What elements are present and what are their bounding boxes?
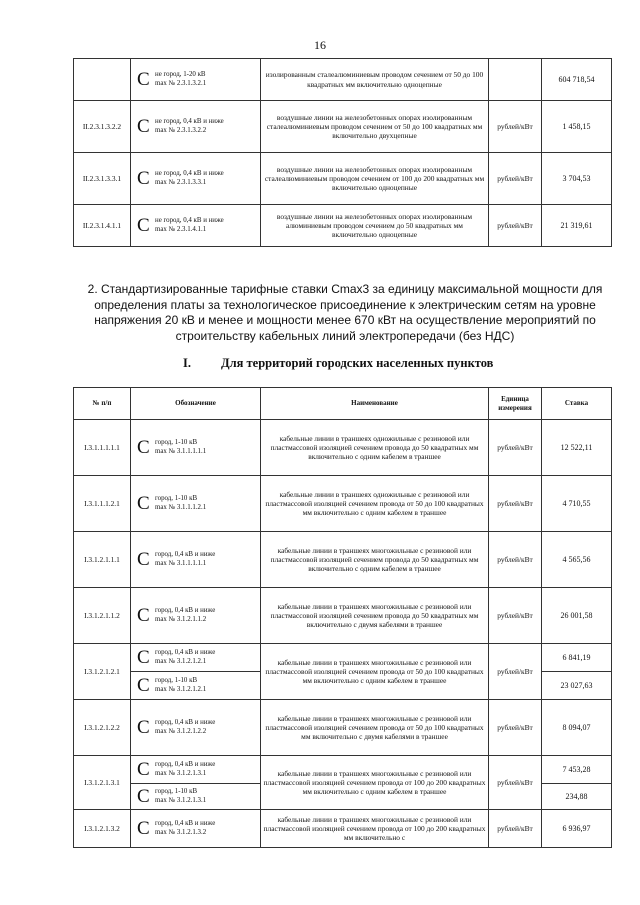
row-name: кабельные линии в траншеях многожильные с резиновой или пластмассовой изоляцией сечением провода до 50 квадратных мм включительно с двумя кабелями в траншее: [261, 588, 489, 644]
row-name: воздушные линии на железобетонных опорах изолированным сталеалюминиевым проводом сечением от 50 до 100 квадратных мм включительно двухцепные: [261, 101, 489, 153]
row-name: кабельные линии в траншеях одножильные с резиновой или пластмассовой изоляцией сечением провода до 50 квадратных мм включительно с одним кабелем в траншее: [261, 420, 489, 476]
table-row: [74, 532, 612, 588]
row-rate: 8 094,07: [542, 700, 612, 756]
row-name: кабельные линии в траншеях многожильные с резиновой или пластмассовой изоляцией сечением провода до 50 квадратных мм включительно с одним кабелем в траншее: [261, 532, 489, 588]
row-number: I.3.1.2.1.2.1: [74, 644, 131, 700]
row-name: кабельные линии в траншеях одножильные с резиновой или пластмассовой изоляцией сечением провода от 50 до 100 квадратных мм включительно с одним кабелем в траншее: [261, 476, 489, 532]
header-name: Наименование: [261, 388, 489, 420]
header-rate: Ставка: [542, 388, 612, 420]
designation: [133, 216, 258, 235]
table-row: [74, 420, 612, 476]
row-unit: рублей/кВт: [489, 420, 542, 476]
designation-text: город, 0,4 кВ и ниже max № 3.1.2.1.1.2: [155, 607, 216, 623]
section-number: I.: [183, 356, 191, 370]
designation: [133, 787, 258, 806]
table-row: [74, 205, 612, 247]
table-row: [74, 756, 612, 784]
row-unit: рублей/кВт: [489, 810, 542, 848]
designation-text: город, 0,4 кВ и ниже max № 3.1.2.1.3.2: [155, 820, 216, 836]
row-rate: 4 565,56: [542, 532, 612, 588]
designation-text: город, 1-10 кВ max № 3.1.1.1.2.1: [155, 495, 207, 511]
designation-cell: [131, 532, 261, 588]
designation-text: город, 0,4 кВ и ниже max № 3.1.2.1.2.2: [155, 719, 216, 735]
row-number: I.3.1.2.1.3.2: [74, 810, 131, 848]
row-name: кабельные линии в траншеях многожильные с резиновой или пластмассовой изоляцией сечением провода от 50 до 100 квадратных мм включительно с одним кабелем в траншее: [261, 644, 489, 700]
designation-text: не город, 0,4 кВ и ниже max № 2.3.1.4.1.1: [155, 217, 224, 233]
table-row: [74, 810, 612, 848]
table-header-row: [74, 388, 612, 420]
row-unit: рублей/кВт: [489, 153, 542, 205]
designation: [133, 70, 258, 89]
row-number: I.3.1.2.1.1.2: [74, 588, 131, 644]
designation-text: город, 0,4 кВ и ниже max № 3.1.2.1.2.1: [155, 649, 216, 665]
row-number: II.2.3.1.4.1.1: [74, 205, 131, 247]
row-unit: рублей/кВт: [489, 476, 542, 532]
row-name: кабельные линии в траншеях многожильные с резиновой или пластмассовой изоляцией сечением провода от 50 до 100 квадратных мм включительно с двумя кабелями в траншее: [261, 700, 489, 756]
designation-cell: [131, 644, 261, 672]
table-row: [74, 153, 612, 205]
row-unit: рублей/кВт: [489, 756, 542, 810]
designation: [133, 648, 258, 667]
row-rate: 3 704,53: [542, 153, 612, 205]
c-max-symbol: C: [137, 493, 150, 514]
row-unit: рублей/кВт: [489, 532, 542, 588]
c-max-symbol: C: [137, 647, 150, 668]
row-number: I.3.1.1.1.2.1: [74, 476, 131, 532]
designation: [133, 169, 258, 188]
designation-cell: [131, 588, 261, 644]
designation-cell: [131, 784, 261, 810]
row-number: I.3.1.2.1.1.1: [74, 532, 131, 588]
table-row: [74, 476, 612, 532]
c-max-symbol: C: [137, 605, 150, 626]
c-max-symbol: C: [137, 818, 150, 839]
row-unit: рублей/кВт: [489, 644, 542, 700]
row-unit: [489, 59, 542, 101]
row-number: II.2.3.1.3.2.2: [74, 101, 131, 153]
tariff-table-continued: [73, 58, 612, 247]
designation-cell: [131, 810, 261, 848]
row-name: воздушные линии на железобетонных опорах изолированным сталеалюминиевым проводом сечением от 100 до 200 квадратных мм включительно одноцепные: [261, 153, 489, 205]
designation: [133, 819, 258, 838]
designation-text: не город, 0,4 кВ и ниже max № 2.3.1.3.3.1: [155, 170, 224, 186]
row-number: II.2.3.1.3.3.1: [74, 153, 131, 205]
designation-text: город, 1-10 кВ max № 3.1.2.1.3.1: [155, 788, 207, 804]
row-rate: 234,88: [542, 784, 612, 810]
row-unit: рублей/кВт: [489, 700, 542, 756]
row-rate: 26 001,58: [542, 588, 612, 644]
c-max-symbol: C: [137, 168, 150, 189]
row-rate: 21 319,61: [542, 205, 612, 247]
designation: [133, 550, 258, 569]
section-title: Для территорий городских населенных пунктов: [221, 356, 494, 370]
designation-cell: [131, 101, 261, 153]
c-max-symbol: C: [137, 786, 150, 807]
table-row: [74, 588, 612, 644]
row-rate: 7 453,28: [542, 756, 612, 784]
table-row: [74, 59, 612, 101]
designation: [133, 718, 258, 737]
row-name: кабельные линии в траншеях многожильные с резиновой или пластмассовой изоляцией сечением провода от 100 до 200 квадратных мм включительно с: [261, 810, 489, 848]
c-max-symbol: C: [137, 437, 150, 458]
row-number: I.3.1.2.1.2.2: [74, 700, 131, 756]
designation: [133, 494, 258, 513]
row-rate: 6 841,19: [542, 644, 612, 672]
row-unit: рублей/кВт: [489, 205, 542, 247]
designation-cell: [131, 476, 261, 532]
designation-text: город, 0,4 кВ и ниже max № 3.1.1.1.1.1: [155, 551, 216, 567]
row-rate: 12 522,11: [542, 420, 612, 476]
row-number: I.3.1.2.1.3.1: [74, 756, 131, 810]
designation: [133, 117, 258, 136]
table-row: [74, 700, 612, 756]
designation-text: не город, 0,4 кВ и ниже max № 2.3.1.3.2.2: [155, 118, 224, 134]
c-max-symbol: C: [137, 675, 150, 696]
row-name: воздушные линии на железобетонных опорах изолированным алюминиевым проводом сечением до 50 квадратных мм включительно одноцепные: [261, 205, 489, 247]
row-rate: 4 710,55: [542, 476, 612, 532]
row-name: изолированным сталеалюминиевым проводом сечением от 50 до 100 квадратных мм включительно одноцепные: [261, 59, 489, 101]
designation-cell: [131, 59, 261, 101]
c-max-symbol: C: [137, 215, 150, 236]
c-max-symbol: C: [137, 759, 150, 780]
c-max-symbol: C: [137, 69, 150, 90]
designation-text: город, 0,4 кВ и ниже max № 3.1.2.1.3.1: [155, 761, 216, 777]
c-max-symbol: C: [137, 116, 150, 137]
designation: [133, 760, 258, 779]
designation-cell: [131, 672, 261, 700]
row-number: I.3.1.1.1.1.1: [74, 420, 131, 476]
designation-cell: [131, 756, 261, 784]
table-row: [74, 644, 612, 672]
designation: [133, 606, 258, 625]
row-unit: рублей/кВт: [489, 101, 542, 153]
designation-text: город, 1-10 кВ max № 3.1.2.1.2.1: [155, 677, 207, 693]
row-rate: 604 718,54: [542, 59, 612, 101]
header-designation: Обозначение: [131, 388, 261, 420]
designation-text: город, 1-10 кВ max № 3.1.1.1.1.1: [155, 439, 207, 455]
row-rate: 6 936,97: [542, 810, 612, 848]
tariff-table-urban: [73, 387, 612, 848]
designation-text: не город, 1-20 кВ max № 2.3.1.3.2.1: [155, 71, 207, 87]
row-rate: 23 027,63: [542, 672, 612, 700]
designation: [133, 676, 258, 695]
row-number: [74, 59, 131, 101]
designation: [133, 438, 258, 457]
designation-cell: [131, 700, 261, 756]
header-num: № п/п: [74, 388, 131, 420]
header-unit: Единица измерения: [489, 388, 542, 420]
c-max-symbol: C: [137, 549, 150, 570]
designation-cell: [131, 205, 261, 247]
row-unit: рублей/кВт: [489, 588, 542, 644]
c-max-symbol: C: [137, 717, 150, 738]
row-rate: 1 458,15: [542, 101, 612, 153]
designation-cell: [131, 153, 261, 205]
page-number: 16: [314, 38, 326, 52]
designation-cell: [131, 420, 261, 476]
table-row: [74, 101, 612, 153]
tariff-paragraph: 2. Стандартизированные тарифные ставки Cmax3 за единицу максимальной мощности для определения платы за технологическое присоединение к электрическим сетям на уровне напряжения 20 кВ и менее и мощности менее 670 кВт на осуществление мероприятий по строительству кабельных линий электропередачи (без НДС): [87, 282, 603, 343]
row-name: кабельные линии в траншеях многожильные с резиновой или пластмассовой изоляцией сечением провода от 100 до 200 квадратных мм включительно с одним кабелем в траншее: [261, 756, 489, 810]
